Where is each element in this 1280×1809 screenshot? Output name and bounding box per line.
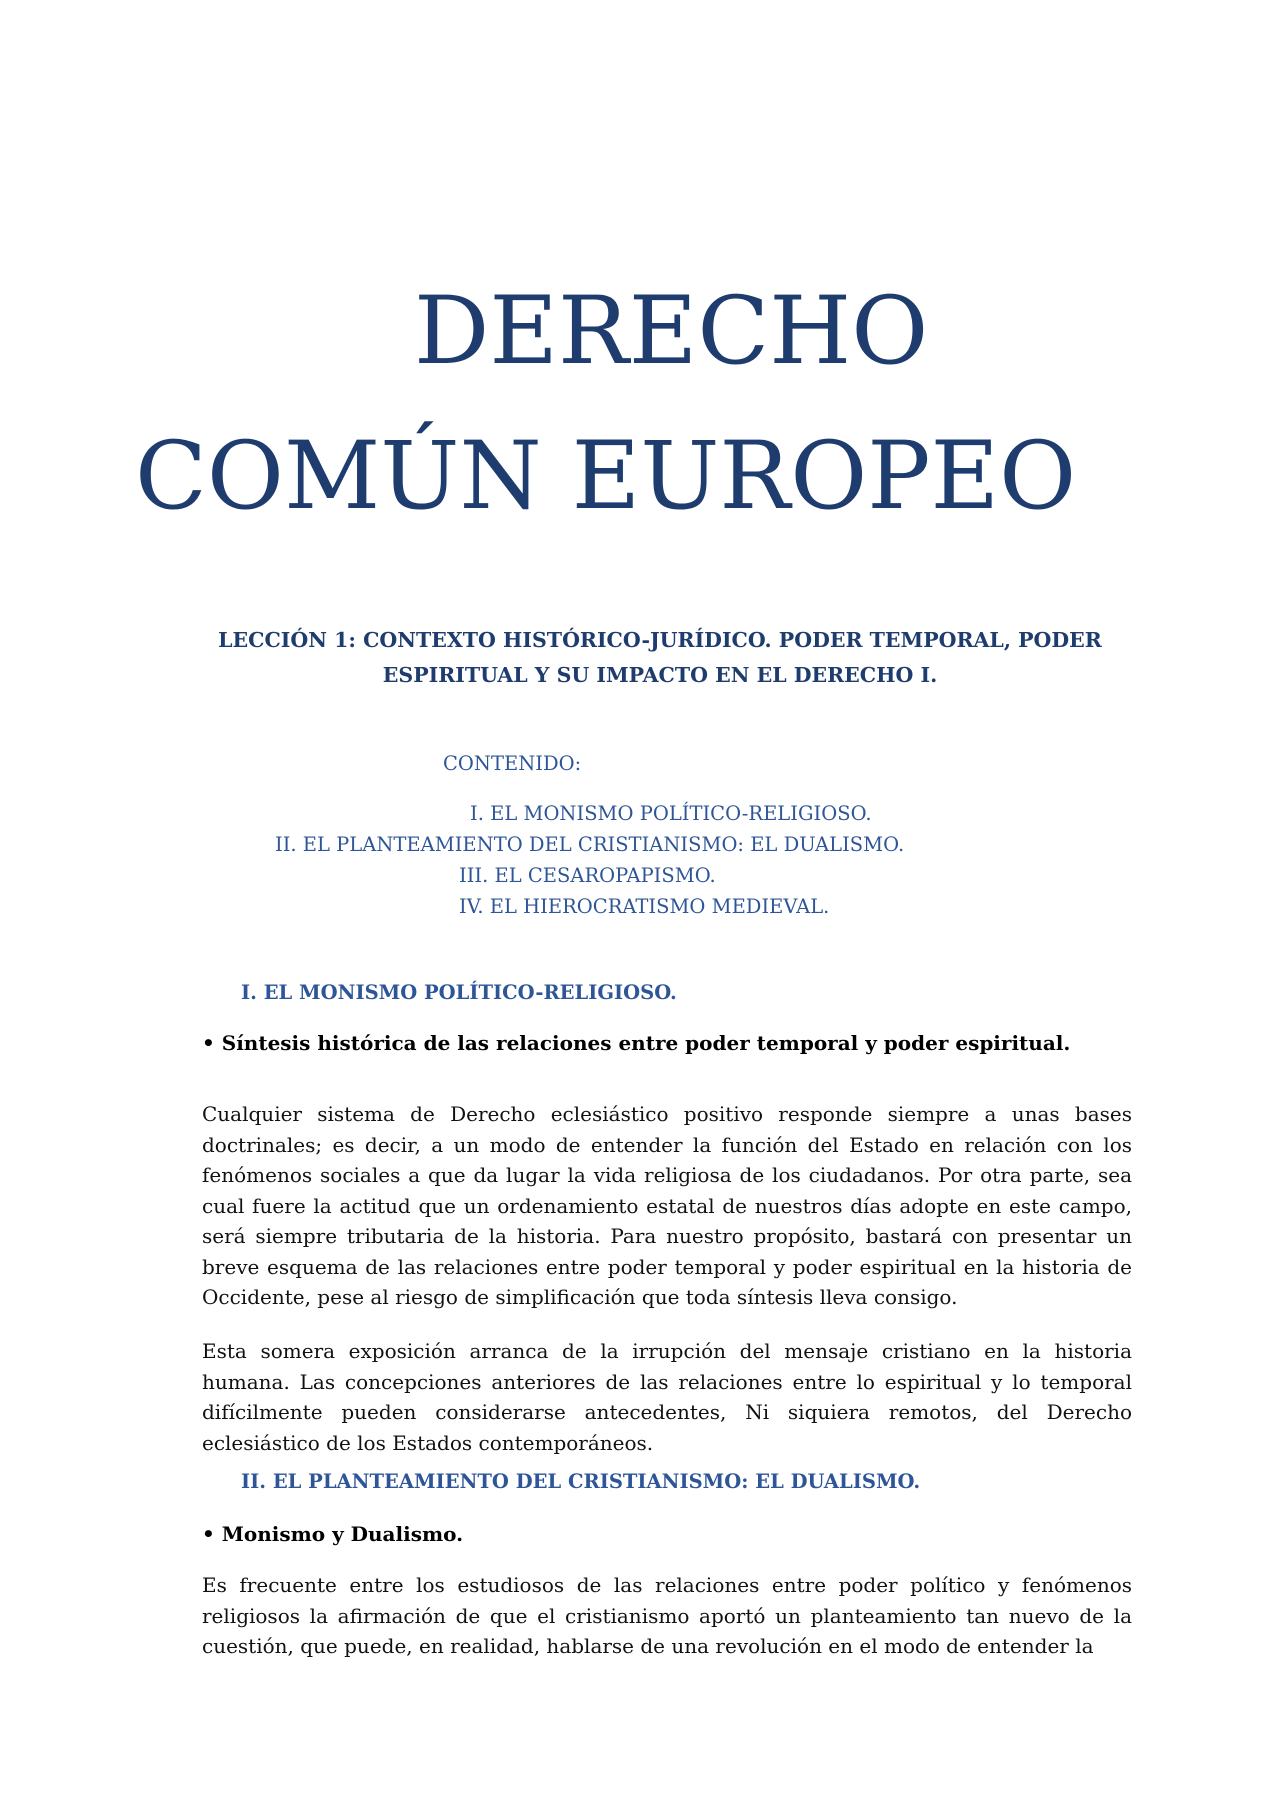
section2-heading: II. EL PLANTEAMIENTO DEL CRISTIANISMO: EL DUALISMO. [241,1470,921,1493]
contents-item-3: III. EL CESAROPAPISMO. [459,864,716,887]
section2-bullet: • Monismo y Dualismo. [202,1522,464,1546]
section1-paragraph-2: Esta somera exposición arranca de la irrupción del mensaje cristiano en la historia humana. Las concepciones anteriores de las relaciones entre lo espiritual y lo temporal difícilmente pueden considerarse antecedentes, Ni siquiera remotos, del Derecho eclesiástico de los Estados contemporáneos. [202,1339,1132,1455]
section1-bullet: • Síntesis histórica de las relaciones entre poder temporal y poder espiritual. [202,1031,1071,1055]
lesson-heading [160,623,1160,693]
section1-paragraph-1: Cualquier sistema de Derecho eclesiástico positivo responde siempre a unas bases doctrinales; es decir, a un modo de entender la función del Estado en relación con los fenómenos sociales a que da lugar la vida religiosa de los ciudadanos. Por otra parte, sea cual fuere la actitud que un ordenamiento estatal de nuestros días adopte en este campo, será siempre tributaria de la historia. Para nuestro propósito, bastará con presentar un breve esquema de las relaciones entre poder temporal y poder espiritual en la historia de Occidente, pese al riesgo de simplificación que toda síntesis lleva consigo. [202,1102,1132,1309]
contents-heading: CONTENIDO: [443,752,582,775]
contents-item-1: I. EL MONISMO POLÍTICO-RELIGIOSO. [470,802,872,825]
document-title-line1: DERECHO [414,277,929,386]
section2-paragraph-1: Es frecuente entre los estudiosos de las relaciones entre poder político y fenómenos religiosos la afirmación de que el cristianismo aportó un planteamiento tan nuevo de la cuestión, que puede, en realidad, hablarse de una revolución en el modo de entender la [202,1573,1132,1658]
lesson-heading-line2: ESPIRITUAL Y SU IMPACTO EN EL DERECHO I. [382,663,938,687]
contents-item-4: IV. EL HIEROCRATISMO MEDIEVAL. [459,895,830,918]
lesson-heading-line1: LECCIÓN 1: CONTEXTO HISTÓRICO-JURÍDICO. PODER TEMPORAL, PODER [218,628,1102,652]
contents-item-2: II. EL PLANTEAMIENTO DEL CRISTIANISMO: EL DUALISMO. [275,833,905,856]
document-title-line2: COMÚN EUROPEO [135,422,1077,531]
section1-heading: I. EL MONISMO POLÍTICO-RELIGIOSO. [241,981,677,1004]
